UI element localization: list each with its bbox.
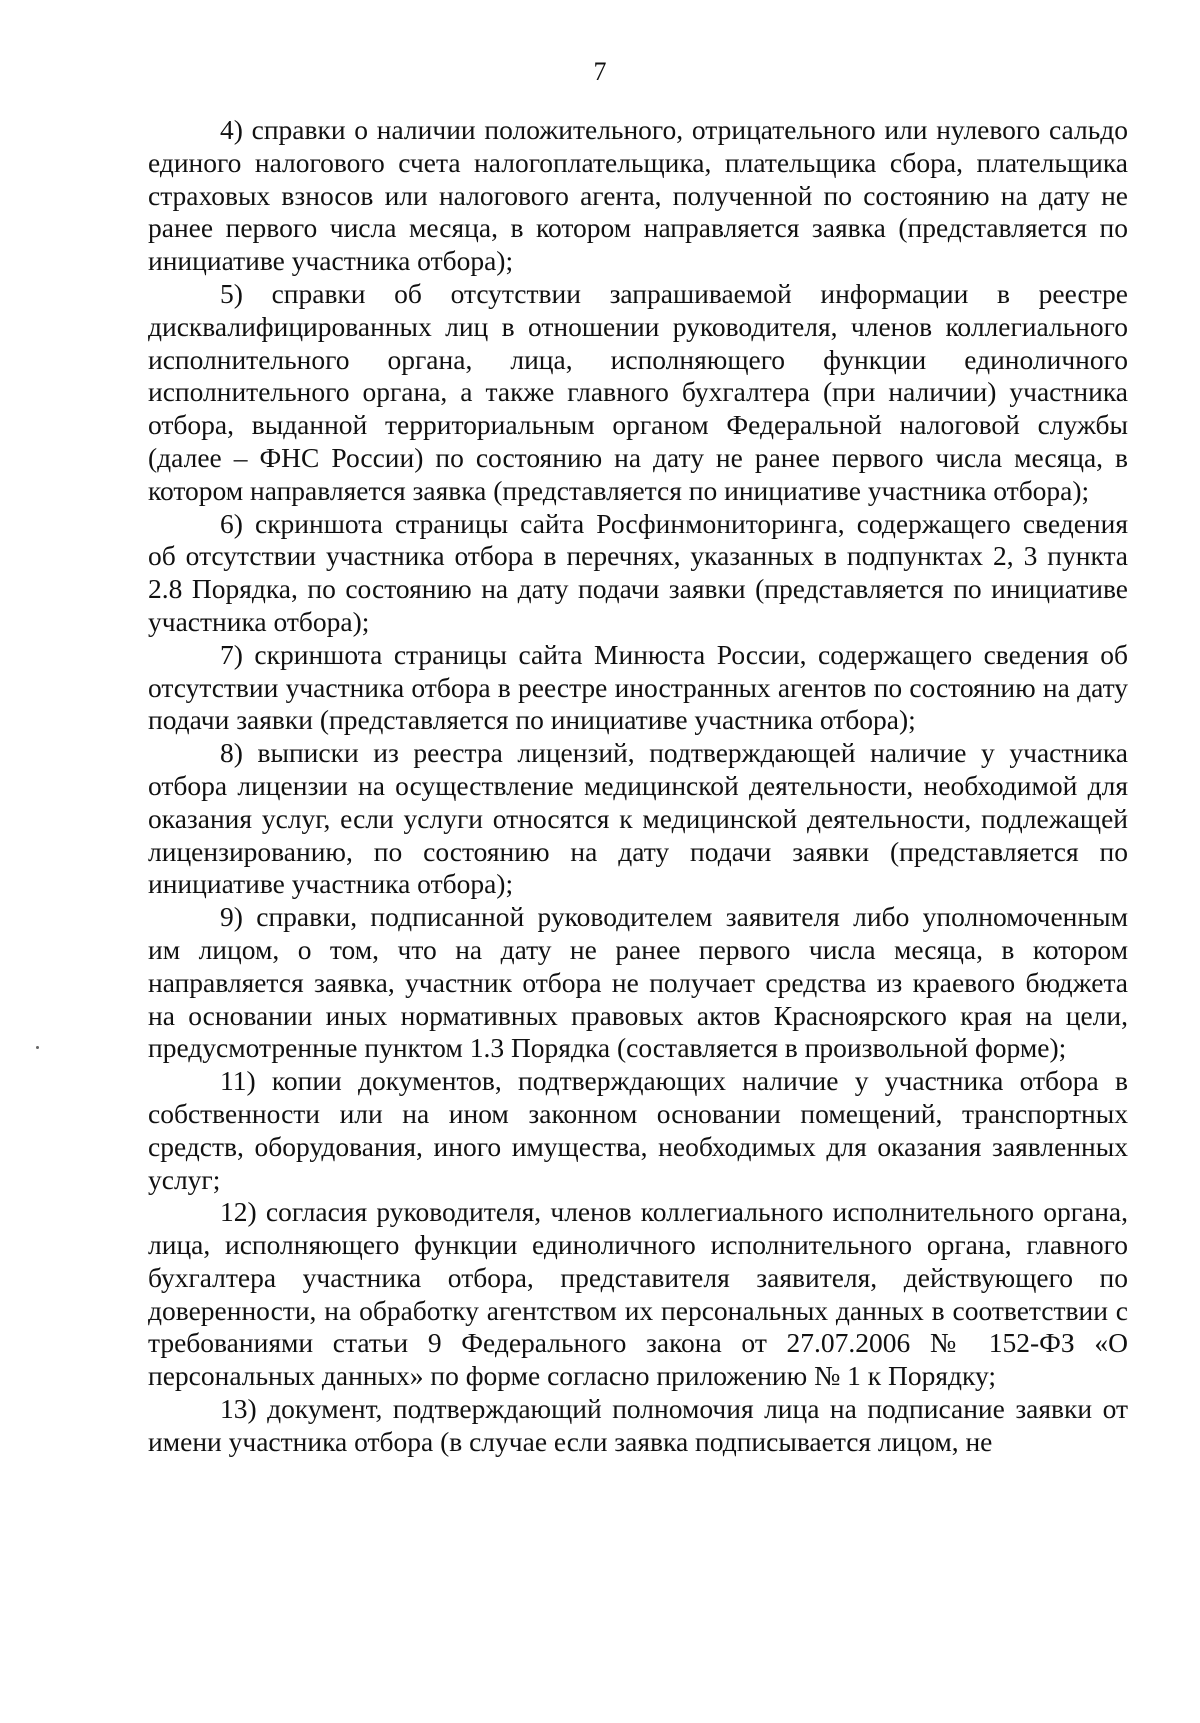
scan-speck — [36, 1046, 39, 1049]
paragraph-item-7: 7) скриншота страницы сайта Минюста России, содержащего сведения об отсутствии участника отбора в реестре иностранных агентов по состоянию на дату подачи заявки (представляется по инициативе участника отбора); — [148, 638, 1128, 736]
paragraph-item-4: 4) справки о наличии положительного, отрицательного или нулевого сальдо единого налогового счета налогоплательщика, плательщика сбора, плательщика страховых взносов или налогового агента, полученной по состоянию на дату не ранее первого числа месяца, в котором направляется заявка (представляется по инициативе участника отбора); — [148, 114, 1128, 277]
paragraph-item-13: 13) документ, подтверждающий полномочия лица на подписание заявки от имени участника отбора (в случае если заявка подписывается лицом, не — [148, 1393, 1128, 1457]
paragraph-item-5: 5) справки об отсутствии запрашиваемой информации в реестре дисквалифицированных лиц в отношении руководителя, членов коллегиального исполнительного органа, лица, исполняющего функции единоличного исполнительного органа, а также главного бухгалтера (при наличии) участника отбора, выданной территориальным органом Федеральной налоговой службы (далее – ФНС России) по состоянию на дату не ранее первого числа месяца, в котором направляется заявка (представляется по инициативе участника отбора); — [148, 277, 1128, 506]
paragraph-item-8: 8) выписки из реестра лицензий, подтверждающей наличие у участника отбора лицензии на осуществление медицинской деятельности, необходимой для оказания услуг, если услуги относятся к медицинской деятельности, подлежащей лицензированию, по состоянию на дату подачи заявки (представляется по инициативе участника отбора); — [148, 737, 1128, 900]
paragraph-item-11: 11) копии документов, подтверждающих наличие у участника отбора в собственности или на ином законном основании помещений, транспортных средств, оборудования, иного имущества, необходимых для оказания заявленных услуг; — [148, 1065, 1128, 1195]
document-body — [148, 114, 1128, 1459]
page-number: 7 — [593, 57, 607, 86]
paragraph-item-12: 12) согласия руководителя, членов коллегиального исполнительного органа, лица, исполняющего функции единоличного исполнительного органа, главного бухгалтера участника отбора, представителя заявителя, действующего по доверенности, на обработку агентством их персональных данных в соответствии с требованиями статьи 9 Федерального закона от 27.07.2006 № 152-ФЗ «О персональных данных» по форме согласно приложению № 1 к Порядку; — [148, 1196, 1128, 1392]
paragraph-item-6: 6) скриншота страницы сайта Росфинмониторинга, содержащего сведения об отсутствии участника отбора в перечнях, указанных в подпунктах 2, 3 пункта 2.8 Порядка, по состоянию на дату подачи заявки (представляется по инициативе участника отбора); — [148, 507, 1128, 637]
paragraph-item-9: 9) справки, подписанной руководителем заявителя либо уполномоченным им лицом, о том, что на дату не ранее первого числа месяца, в котором направляется заявка, участник отбора не получает средства из краевого бюджета на основании иных нормативных правовых актов Красноярского края на цели, предусмотренные пунктом 1.3 Порядка (составляется в произвольной форме); — [148, 901, 1128, 1064]
